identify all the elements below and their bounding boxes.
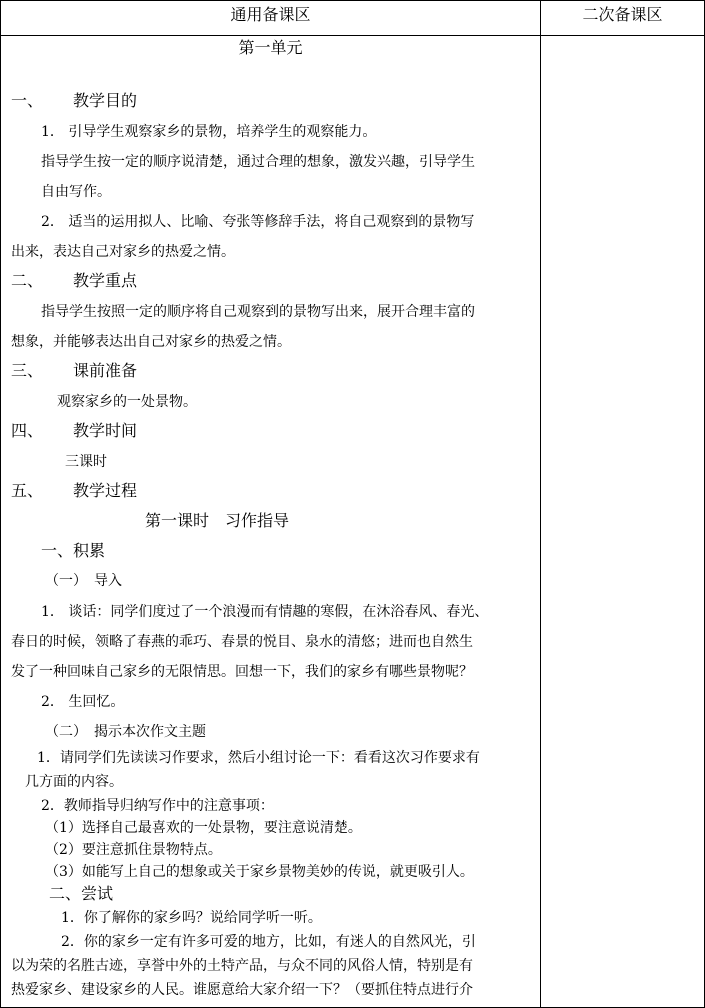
section-title-process: 教学过程 <box>73 481 138 500</box>
lesson-title: 第一课时 习作指导 <box>145 511 290 530</box>
section-title-preparation: 课前准备 <box>73 361 138 380</box>
section-title-objectives: 教学目的 <box>73 91 138 110</box>
try-line: 热爱家乡、建设家乡的人民。谁愿意给大家介绍一下？（要抓住特点进行介 <box>11 982 473 998</box>
secondary-prep-column <box>541 36 704 1007</box>
section-number: 二、 <box>11 271 44 290</box>
section-number: 五、 <box>11 481 44 500</box>
try-line: 以为荣的名胜古迹，享誉中外的土特产品，与众不同的风俗人情，特别是有 <box>11 958 473 974</box>
try-line: 1．你了解你的家乡吗？说给同学听一听。 <box>61 910 322 926</box>
unit-title: 第一单元 <box>238 38 303 57</box>
secondary-prep-header: 二次备课区 <box>582 5 663 24</box>
objective-line: 1． 引导学生观察家乡的景物，培养学生的观察能力。 <box>41 124 377 140</box>
subsection-title: （二） 揭示本次作文主题 <box>45 724 206 740</box>
objective-line: 出来，表达自己对家乡的热爱之情。 <box>11 244 235 260</box>
table-left-border <box>0 0 1 1008</box>
try-line: 2．你的家乡一定有许多可爱的地方，比如，有迷人的自然风光，引 <box>61 934 476 950</box>
intro-line: 1． 谈话：同学们度过了一个浪漫而有情趣的寒假，在沐浴春风、春光、 <box>41 604 489 620</box>
preparation-line: 观察家乡的一处景物。 <box>57 394 197 410</box>
section-title-time: 教学时间 <box>73 421 138 440</box>
section-number: 一、 <box>11 91 44 110</box>
subsection-title: 一、积累 <box>41 541 106 560</box>
theme-line: （1）选择自己最喜欢的一处景物，要注意说清楚。 <box>45 820 362 836</box>
theme-line: （3）如能写上自己的想象或关于家乡景物美妙的传说，就更吸引人。 <box>45 864 474 880</box>
key-point-line: 想象，并能够表达出自己对家乡的热爱之情。 <box>11 334 291 350</box>
theme-line: 几方面的内容。 <box>25 774 123 790</box>
theme-line: （2）要注意抓住景物特点。 <box>45 842 222 858</box>
section-number: 三、 <box>11 361 44 380</box>
intro-line: 春日的时候，领略了春燕的乖巧、春景的悦目、泉水的清悠；进而也自然生 <box>11 634 473 650</box>
general-prep-header: 通用备课区 <box>230 5 311 24</box>
time-line: 三课时 <box>65 454 107 470</box>
key-point-line: 指导学生按照一定的顺序将自己观察到的景物写出来，展开合理丰富的 <box>41 304 475 320</box>
objective-line: 指导学生按一定的顺序说清楚，通过合理的想象，激发兴趣，引导学生 <box>41 154 475 170</box>
intro-line: 发了一种回味自己家乡的无限情思。回想一下，我们的家乡有哪些景物呢？ <box>11 664 473 680</box>
objective-line: 2． 适当的运用拟人、比喻、夸张等修辞手法，将自己观察到的景物写 <box>41 214 475 230</box>
section-number: 四、 <box>11 421 44 440</box>
objective-line: 自由写作。 <box>41 184 111 200</box>
subsection-title: 二、尝试 <box>49 884 114 903</box>
intro-line: 2． 生回忆。 <box>41 694 125 710</box>
theme-line: 1．请同学们先读读习作要求，然后小组讨论一下：看看这次习作要求有 <box>37 750 480 766</box>
theme-line: 2．教师指导归纳写作中的注意事项： <box>41 798 274 814</box>
subsection-title: （一） 导入 <box>45 573 122 589</box>
section-title-key-points: 教学重点 <box>73 271 138 290</box>
